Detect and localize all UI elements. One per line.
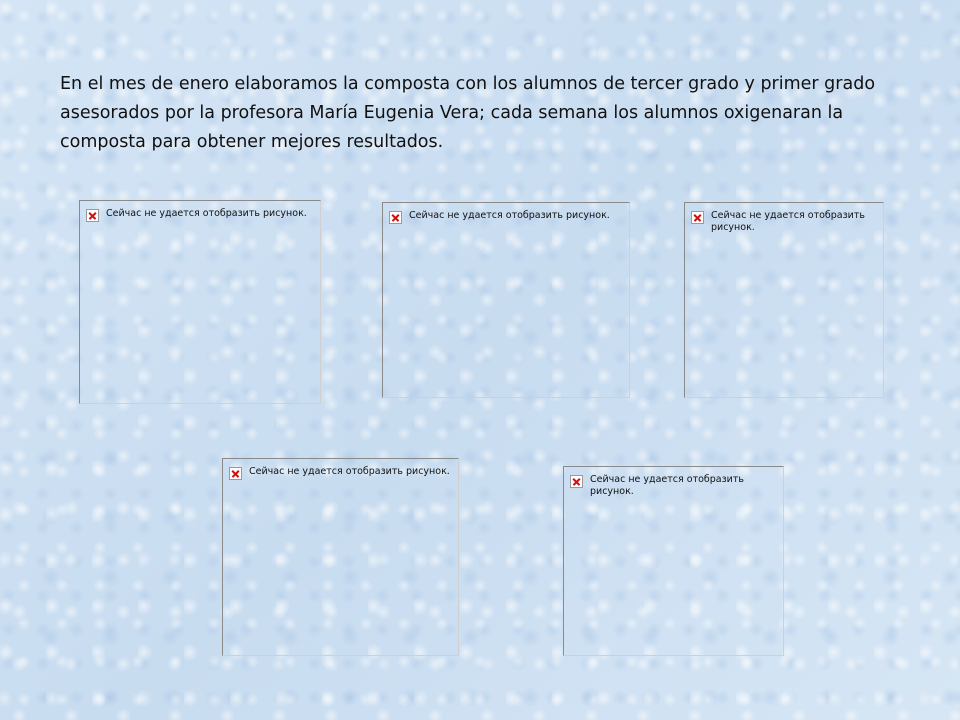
image-error-message [86, 208, 314, 222]
image-placeholder-4 [222, 458, 459, 656]
image-placeholder-3 [684, 202, 884, 398]
image-error-message [229, 466, 452, 480]
broken-image-icon [229, 467, 242, 480]
image-placeholder-2 [382, 202, 630, 398]
body-paragraph: En el mes de enero elaboramos la composta con los alumnos de tercer grado y primer grado asesorados por la profesora María Eugenia Vera; cada semana los alumnos oxigenaran la composta para obtener mejores resultados. [60, 74, 876, 152]
image-error-message [691, 210, 877, 234]
image-error-message [570, 474, 777, 498]
broken-image-icon [570, 475, 583, 488]
image-placeholder-5 [563, 466, 784, 656]
image-alt-text: Сейчас не удается отобразить рисунок. [409, 210, 610, 221]
image-error-message [389, 210, 623, 224]
broken-image-icon [86, 209, 99, 222]
image-alt-text: Сейчас не удается отобразить рисунок. [249, 466, 450, 477]
image-alt-text: Сейчас не удается отобразить рисунок. [106, 208, 307, 219]
broken-image-icon [389, 211, 402, 224]
image-alt-text: Сейчас не удается отобразить рисунок. [590, 474, 744, 497]
image-alt-text: Сейчас не удается отобразить рисунок. [711, 210, 865, 233]
image-placeholder-1 [79, 200, 321, 404]
broken-image-icon [691, 211, 704, 224]
